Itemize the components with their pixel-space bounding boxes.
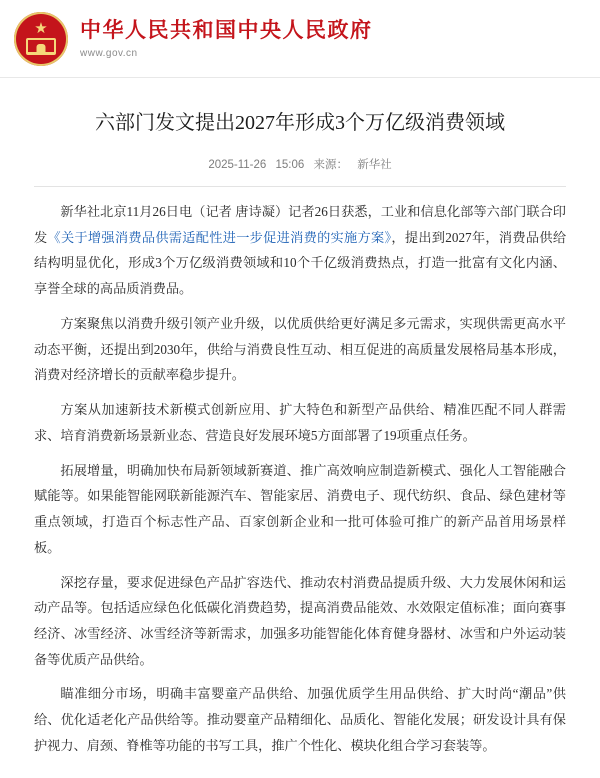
article-paragraph — [34, 311, 566, 388]
site-identity — [80, 18, 373, 59]
article-paragraph — [34, 681, 566, 758]
paragraph-text: 深挖存量，要求促进绿色产品扩容迭代、推动农村消费品提质升级、大力发展休闲和运动产品等。包括适应绿色化低碳化消费趋势，提高消费品能效、水效限定值标准；面向赛事经济、冰雪经济、冰雪经济等新需求，加强多功能智能化体育健身器材、冰雪和户外运动装备等优质产品供给。 — [34, 574, 566, 667]
article-paragraph — [34, 570, 566, 673]
article-paragraph — [34, 458, 566, 561]
source-name: 新华社 — [357, 159, 392, 171]
site-url[interactable]: www.gov.cn — [80, 48, 138, 60]
page-title: 六部门发文提出2027年形成3个万亿级消费领域 — [95, 112, 505, 134]
article-paragraph — [34, 199, 566, 302]
emblem-gate-icon — [26, 38, 56, 55]
national-emblem-icon — [14, 12, 68, 66]
site-title: 中华人民共和国中央人民政府 — [80, 17, 373, 42]
publish-time: 15:06 — [275, 159, 305, 171]
site-header — [0, 0, 600, 78]
article-body — [34, 187, 566, 759]
paragraph-text: 拓展增量，明确加快布局新领域新赛道、推广高效响应制造新模式、强化人工智能融合赋能等。如果能智能网联新能源汽车、智能家居、消费电子、现代纺织、食品、绿色建材等重点领域，打造百个标志性产品、百家创新企业和一批可体验可推广的新产品首用场景样板。 — [34, 462, 566, 555]
article-meta — [34, 156, 566, 187]
source-label: 来源： — [313, 159, 348, 171]
paragraph-text: 瞄准细分市场，明确丰富婴童产品供给、加强优质学生用品供给、扩大时尚“潮品”供给、优化适老化产品供给等。推动婴童产品精细化、品质化、智能化发展；研发设计具有保护视力、肩颈、脊椎等功能的书写工具，推广个性化、模块化组合学习套装等。 — [34, 686, 566, 753]
publish-date: 2025-11-26 — [208, 159, 267, 171]
article-paragraph — [34, 397, 566, 448]
emblem-star-icon: ★ — [34, 19, 48, 37]
paragraph-text: 方案聚焦以消费升级引领产业升级，以优质供给更好满足多元需求，实现供需更高水平动态平衡，还提出到2030年，供给与消费良性互动、相互促进的高质量发展格局基本形成，消费对经济增长的贡献率稳步提升。 — [34, 315, 566, 383]
paragraph-text: 新华社北京11月26日电（记者 唐诗凝）记者26日获悉，工业和信息化部等六部门联合印发 — [34, 204, 566, 245]
paragraph-text: 方案从加速新技术新模式创新应用、扩大特色和新型产品供给、精准匹配不同人群需求、培育消费新场景新业态、营造良好发展环境5方面部署了19项重点任务。 — [34, 402, 566, 443]
article — [0, 78, 600, 778]
document-link[interactable]: 《关于增强消费品供需适配性进一步促进消费的实施方案》 — [47, 229, 392, 245]
paragraph-text: ，提出到2027年，消费品供给结构明显优化，形成3个万亿级消费领域和10个千亿级消费热点，打造一批富有文化内涵、享誉全球的高品质消费品。 — [34, 229, 567, 297]
